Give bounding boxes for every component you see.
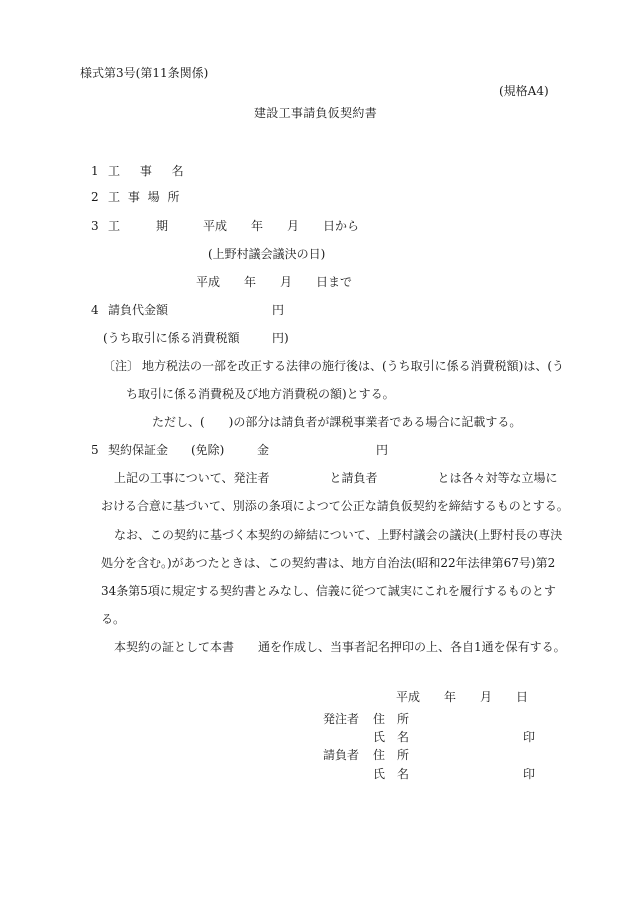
contractor-name-label: 氏 名 (373, 767, 410, 781)
guarantee-yen: 円 (376, 443, 389, 457)
size-note: (規格A4) (499, 84, 549, 98)
paragraph-3: 本契約の証として本書 通を作成し、当事者記名押印の上、各自1通を保有する。 (114, 640, 566, 654)
item-1-label: 工 事 名 (108, 164, 192, 178)
guarantee-exempt: (免除) (191, 443, 225, 457)
item-5-label: 契約保証金 (108, 443, 169, 457)
contractor-seal: 印 (523, 767, 536, 781)
orderer-label: 発注者 (323, 712, 360, 726)
item-2-number: 2 (91, 190, 99, 204)
paragraph-2-line-2: 処分を含む。)があつたときは、この契約書は、地方自治法(昭和22年法律第67号)第2 (101, 556, 556, 570)
paragraph-2-line-1: なお、この契約に基づく本契約の締結について、上野村議会の議決(上野村長の専決 (114, 528, 563, 542)
note-line-3: ただし、( )の部分は請負者が課税事業者である場合に記載する。 (152, 415, 522, 429)
note-line-2: ち取引に係る消費税及び地方消費税の額)とする。 (126, 387, 395, 401)
item-3-number: 3 (91, 219, 99, 233)
paragraph-2-line-4: る。 (101, 612, 126, 626)
paragraph-1-line-2: おける合意に基づいて、別添の条項によつて公正な請負仮契約を締結するものとする。 (101, 499, 569, 513)
paragraph-2-line-3: 34条第5項に規定する契約書とみなし、信義に従つて誠実にこれを履行するものとす (101, 584, 556, 598)
note-mark: 〔注〕 (103, 359, 140, 373)
orderer-seal: 印 (523, 730, 536, 744)
guarantee-kin: 金 (257, 443, 270, 457)
paragraph-1-line-1: 上記の工事について、発注者 と請負者 とは各々対等な立場に (114, 471, 558, 485)
note-line-1: 地方税法の一部を改正する法律の施行後は、(うち取引に係る消費税額)は、(う (142, 359, 565, 373)
orderer-name-label: 氏 名 (373, 730, 410, 744)
consumption-tax-label: (うち取引に係る消費税額 (103, 331, 240, 345)
term-end-date: 平成 年 月 日まで (196, 275, 353, 289)
term-start-date: 平成 年 月 日から (203, 219, 360, 233)
item-1-number: 1 (91, 164, 99, 178)
contractor-address-label: 住 所 (373, 748, 410, 762)
orderer-address-label: 住 所 (373, 712, 410, 726)
consumption-tax-yen: 円) (272, 331, 289, 345)
term-start-note: (上野村議会議決の日) (208, 247, 326, 261)
contract-amount-yen: 円 (272, 303, 285, 317)
item-3-label: 工 期 (108, 219, 173, 233)
item-4-label: 請負代金額 (108, 303, 169, 317)
form-number: 様式第3号(第11条関係) (80, 66, 209, 80)
document-title: 建設工事請負仮契約書 (254, 106, 378, 120)
signature-date: 平成 年 月 日 (396, 690, 529, 704)
item-5-number: 5 (91, 443, 99, 457)
item-2-label: 工 事 場 所 (108, 190, 182, 204)
contractor-label: 請負者 (323, 748, 360, 762)
item-4-number: 4 (91, 303, 99, 317)
